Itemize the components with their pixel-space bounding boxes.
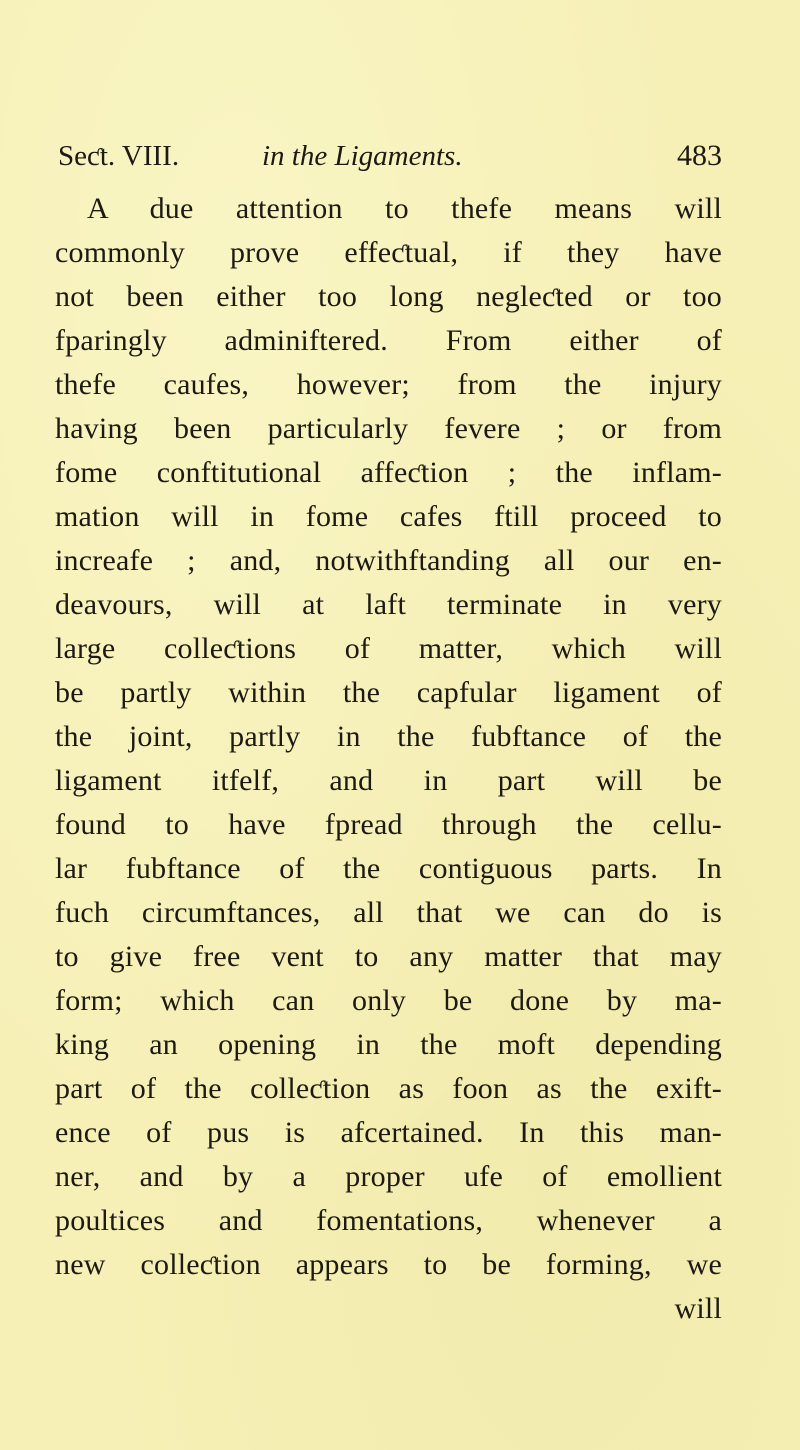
catchword: will (674, 1292, 722, 1325)
running-head (58, 136, 722, 176)
text-line: to give free vent to any matter that may (55, 940, 722, 973)
page-number: 483 (677, 139, 722, 172)
text-line: lar fubftance of the contiguous parts. In (55, 852, 722, 885)
text-line: be partly within the capfular ligament of (55, 676, 722, 709)
text-line: thefe caufes, however; from the injury (55, 368, 722, 401)
text-line: the joint, partly in the fubftance of the (55, 720, 722, 753)
text-line: found to have fpread through the cellu- (55, 808, 722, 841)
text-line: poultices and fomentations, whenever a (55, 1204, 722, 1237)
text-line: increafe ; and, notwithftanding all our en- (55, 544, 722, 577)
text-line: part of the colleƈtion as foon as the exift- (55, 1072, 722, 1105)
text-line: king an opening in the moft depending (55, 1028, 722, 1061)
text-line: large colleƈtions of matter, which will (55, 632, 722, 665)
text-line: ence of pus is afcertained. In this man- (55, 1116, 722, 1149)
text-line: A due attention to thefe means will (87, 192, 722, 225)
text-line: fome conftitutional affeƈtion ; the inflam- (55, 456, 722, 489)
chapter-title: in the Ligaments. (262, 140, 463, 172)
text-line: ner, and by a proper ufe of emollient (55, 1160, 722, 1193)
text-line: commonly prove effeƈtual, if they have (55, 236, 722, 269)
text-line: ligament itfelf, and in part will be (55, 764, 722, 797)
text-line: not been either too long negleƈted or too (55, 280, 722, 313)
text-line: deavours, will at laft terminate in very (55, 588, 722, 621)
section-label: Seƈt. VIII. (58, 140, 180, 172)
text-line: new colleƈtion appears to be forming, we (55, 1248, 722, 1281)
text-line: fparingly adminiftered. From either of (55, 324, 722, 357)
text-line: having been particularly fevere ; or from (55, 412, 722, 445)
body-text (55, 187, 722, 1331)
text-line: fuch circumftances, all that we can do is (55, 896, 722, 929)
text-line: mation will in fome cafes ftill proceed to (55, 500, 722, 533)
text-line: form; which can only be done by ma- (55, 984, 722, 1017)
